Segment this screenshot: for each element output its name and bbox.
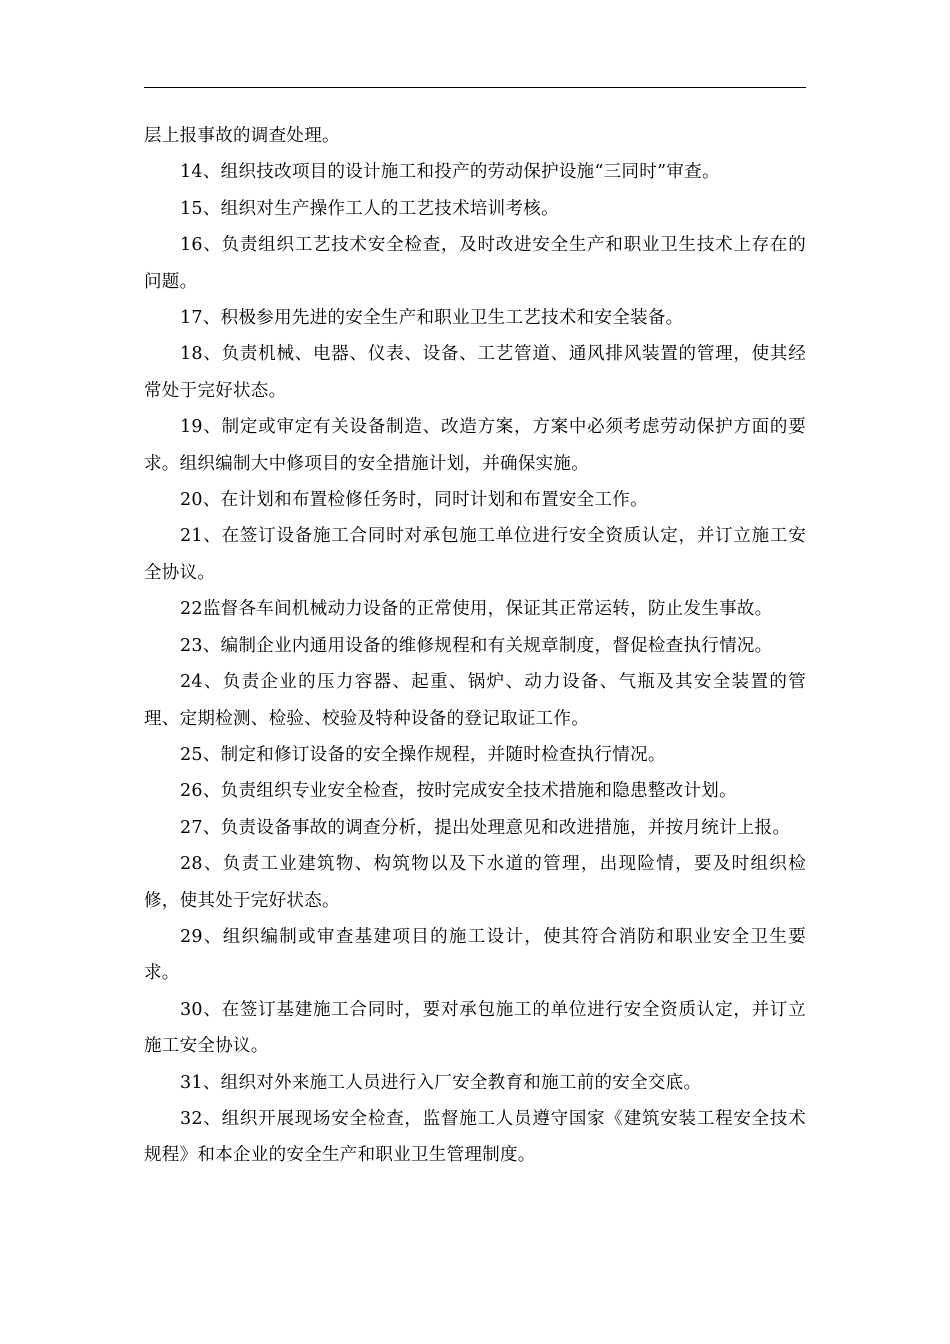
paragraph-continuation: 层上报事故的调查处理。 [144, 126, 340, 146]
paragraph-item-32: 32、组织开展现场安全检查，监督施工人员遵守国家《建筑安装工程安全技术规程》和本企业的安全生产和职业卫生管理制度。 [144, 1108, 806, 1166]
paragraph-item-19: 19、制定或审定有关设备制造、改造方案，方案中必须考虑劳动保护方面的要求。组织编制大中修项目的安全措施计划，并确保实施。 [144, 417, 806, 474]
paragraph-item-14: 14、组织技改项目的设计施工和投产的劳动保护设施“三同时”审查。 [180, 162, 720, 183]
paragraph-item-24: 24、负责企业的压力容器、起重、锅炉、动力设备、气瓶及其安全装置的管理、定期检测、检验、校验及特种设备的登记取证工作。 [144, 672, 806, 729]
paragraph-item-26: 26、负责组织专业安全检查，按时完成安全技术措施和隐患整改计划。 [180, 781, 737, 802]
paragraph-item-21: 21、在签订设备施工合同时对承包施工单位进行安全资质认定，并订立施工安全协议。 [144, 526, 806, 583]
paragraph-item-27: 27、负责设备事故的调查分析，提出处理意见和改进措施，并按月统计上报。 [180, 817, 791, 838]
paragraph-item-15: 15、组织对生产操作工人的工艺技术培训考核。 [180, 198, 559, 219]
paragraph-item-16: 16、负责组织工艺技术安全检查，及时改进安全生产和职业卫生技术上存在的问题。 [144, 235, 806, 292]
paragraph-item-28: 28、负责工业建筑物、构筑物以及下水道的管理，出现险情，要及时组织检修，使其处于完好状态。 [144, 854, 806, 911]
header-rule [144, 87, 806, 88]
paragraph-item-18: 18、负责机械、电器、仪表、设备、工艺管道、通风排风装置的管理，使其经常处于完好状态。 [144, 344, 806, 401]
paragraph-item-30: 30、在签订基建施工合同时，要对承包施工的单位进行安全资质认定，并订立施工安全协议。 [144, 999, 806, 1057]
paragraph-item-17: 17、积极参用先进的安全生产和职业卫生工艺技术和安全装备。 [180, 308, 684, 329]
paragraph-item-29: 29、组织编制或审查基建项目的施工设计，使其符合消防和职业安全卫生要求。 [144, 926, 806, 984]
paragraph-item-25: 25、制定和修订设备的安全操作规程，并随时检查执行情况。 [180, 744, 666, 765]
paragraph-item-31: 31、组织对外来施工人员进行入厂安全教育和施工前的安全交底。 [180, 1072, 702, 1093]
paragraph-item-20: 20、在计划和布置检修任务时，同时计划和布置安全工作。 [180, 490, 648, 511]
paragraph-item-23: 23、编制企业内通用设备的维修规程和有关规章制度，督促检查执行情况。 [180, 635, 773, 656]
paragraph-item-22: 22监督各车间机械动力设备的正常使用，保证其正常运转，防止发生事故。 [180, 599, 773, 620]
document-body [144, 118, 806, 1174]
